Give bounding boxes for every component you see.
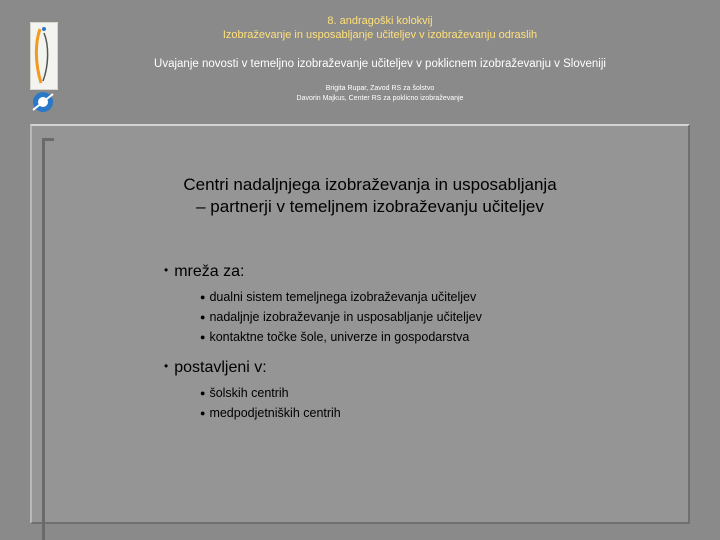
institution-logo-icon — [29, 90, 57, 114]
list-item — [200, 308, 482, 328]
slide-title-line-2: – partnerji v temeljnem izobraževanju učiteljev — [196, 197, 544, 216]
bullet-icon: • — [164, 359, 169, 373]
event-subtitle: Izobraževanje in usposabljanje učiteljev v izobraževanju odraslih — [222, 29, 538, 41]
list-item-text: nadaljnje izobraževanje in usposabljanje učiteljev — [209, 310, 482, 324]
presentation-title: Uvajanje novosti v temeljno izobraževanje učiteljev v poklicnem izobraževanju v Sloveniji — [154, 58, 606, 70]
section-heading — [164, 262, 482, 282]
colloquium-logo-icon — [30, 22, 58, 90]
section-heading — [164, 358, 341, 378]
list-item — [200, 288, 482, 308]
list-item-text: šolskih centrih — [209, 386, 289, 400]
sub-bullet-icon: ● — [200, 332, 206, 342]
author-1: Brigita Rupar, Zavod RS za šolstvo — [325, 85, 435, 92]
section-location — [164, 358, 341, 424]
list-item — [200, 404, 341, 424]
sub-bullet-icon: ● — [200, 292, 206, 302]
authors — [100, 84, 660, 104]
slide-title — [100, 174, 640, 218]
sub-bullet-icon: ● — [200, 312, 206, 322]
sub-list — [164, 288, 482, 348]
panel-edge-decoration — [42, 138, 54, 540]
list-item — [200, 384, 341, 404]
list-item-text: kontaktne točke šole, univerze in gospodarstva — [209, 330, 470, 344]
list-item-text: medpodjetniških centrih — [209, 406, 341, 420]
presentation-header — [100, 14, 660, 104]
slide-title-line-1: Centri nadaljnjega izobraževanja in usposabljanja — [183, 175, 557, 194]
list-item-text: dualni sistem temeljnega izobraževanja učiteljev — [209, 290, 477, 304]
section-heading-text: postavljeni v: — [174, 359, 267, 376]
sub-bullet-icon: ● — [200, 388, 206, 398]
sub-list — [164, 384, 341, 424]
event-title: 8. andragoški kolokvij — [327, 15, 433, 27]
list-item — [200, 328, 482, 348]
section-heading-text: mreža za: — [174, 263, 245, 280]
author-2: Davorin Majkus, Center RS za poklicno izobraževanje — [296, 95, 464, 102]
section-network — [164, 262, 482, 348]
logo-group — [28, 22, 60, 114]
sub-bullet-icon: ● — [200, 408, 206, 418]
bullet-icon: • — [164, 263, 169, 277]
